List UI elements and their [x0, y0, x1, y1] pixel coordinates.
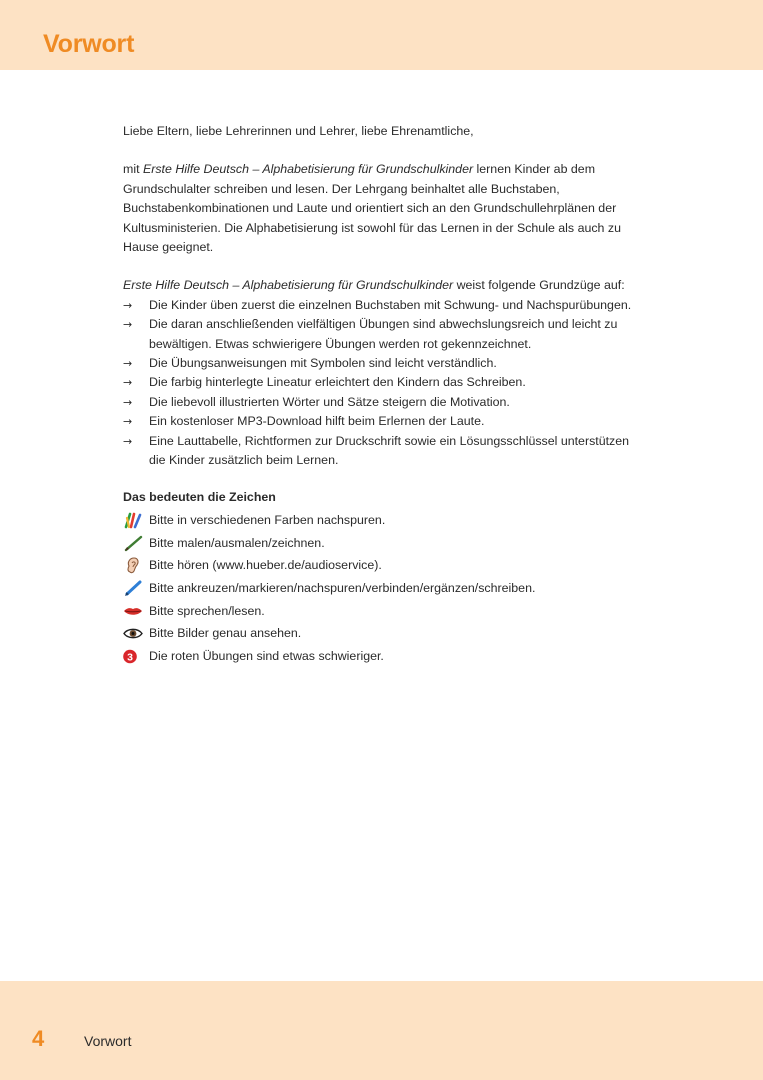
- legend-item: [123, 577, 638, 600]
- greeting: Liebe Eltern, liebe Lehrerinnen und Lehrer, liebe Ehrenamtliche,: [123, 124, 474, 138]
- colored-pencils-icon: [123, 512, 143, 529]
- legend-item: [123, 532, 638, 555]
- list-item: [123, 393, 638, 412]
- arrow-icon: →: [123, 434, 133, 448]
- list-item-text: Eine Lauttabelle, Richtformen zur Druckschrift sowie ein Lösungsschlüssel unterstützen die Kinder zusätzlich beim Lernen.: [149, 433, 630, 468]
- legend-text: Bitte sprechen/lesen.: [149, 603, 265, 618]
- footer-band: [0, 981, 763, 1080]
- footer-title: Vorwort: [84, 1033, 132, 1049]
- list-item: [123, 315, 638, 354]
- list-item: [123, 373, 638, 392]
- legend-item: [123, 622, 638, 645]
- arrow-icon: →: [123, 298, 133, 312]
- red-number-icon: [123, 648, 143, 665]
- list-item: [123, 296, 638, 315]
- intro-paragraph: [123, 160, 638, 257]
- preface-content: [123, 122, 638, 668]
- pencil-icon: [123, 580, 143, 597]
- legend-item: [123, 600, 638, 623]
- list-item-text: Die liebevoll illustrierten Wörter und Sätze steigern die Motivation.: [149, 394, 510, 409]
- features-intro: [123, 276, 638, 295]
- paintbrush-icon: [123, 535, 143, 552]
- arrow-icon: →: [123, 395, 133, 409]
- features-lead-text: weist folgende Grundzüge auf:: [453, 278, 625, 293]
- page-title: Vorwort: [43, 30, 135, 58]
- list-item-text: Die Übungsanweisungen mit Symbolen sind leicht verständlich.: [149, 356, 497, 371]
- list-item: [123, 412, 638, 431]
- intro-text: lernen Kinder ab dem Grundschulalter schreiben und lesen. Der Lehrgang beinhaltet alle Buchstaben, Buchstabenkombinationen und Laute und orientiert sich an den Grundschullehrplänen der Kultusministerien. Die Alphabetisierung ist sowohl für das Lernen in der Schule als auch zu Hause geeignet.: [123, 162, 621, 255]
- legend-item: [123, 554, 638, 577]
- legend-text: Bitte hören (www.hueber.de/audioservice).: [149, 558, 382, 573]
- arrow-icon: →: [123, 357, 133, 371]
- list-item-text: Die daran anschließenden vielfältigen Übungen sind abwechslungsreich und leicht zu bewältigen. Etwas schwierigere Übungen werden rot gekennzeichnet.: [149, 317, 618, 351]
- eye-icon: [123, 625, 143, 642]
- intro-lead: mit: [123, 162, 143, 177]
- legend-text: Bitte malen/ausmalen/zeichnen.: [149, 535, 325, 550]
- legend-text: Bitte in verschiedenen Farben nachspuren.: [149, 512, 386, 527]
- mouth-icon: [123, 603, 143, 620]
- arrow-icon: →: [123, 318, 133, 332]
- ear-icon: [123, 557, 143, 574]
- arrow-icon: →: [123, 415, 133, 429]
- legend-item: [123, 509, 638, 532]
- symbol-legend: [123, 509, 638, 668]
- arrow-icon: →: [123, 376, 133, 390]
- legend-text: Bitte Bilder genau ansehen.: [149, 626, 302, 641]
- list-item-text: Die Kinder üben zuerst die einzelnen Buchstaben mit Schwung- und Nachspurübungen.: [149, 297, 632, 312]
- list-item: [123, 432, 638, 471]
- list-item-text: Die farbig hinterlegte Lineatur erleichtert den Kindern das Schreiben.: [149, 375, 526, 390]
- page-number: 4: [32, 1026, 45, 1051]
- list-item: [123, 354, 638, 373]
- intro-book-title: Erste Hilfe Deutsch – Alphabetisierung für Grundschulkinder: [142, 162, 474, 177]
- legend-text: Bitte ankreuzen/markieren/nachspuren/verbinden/ergänzen/schreiben.: [149, 580, 536, 595]
- features-book-title: Erste Hilfe Deutsch – Alphabetisierung für Grundschulkinder: [123, 278, 454, 293]
- list-item-text: Ein kostenloser MP3-Download hilft beim Erlernen der Laute.: [149, 414, 485, 429]
- legend-text: Die roten Übungen sind etwas schwieriger.: [149, 649, 384, 664]
- symbols-heading: Das bedeuten die Zeichen: [123, 489, 276, 504]
- legend-item: [123, 645, 638, 668]
- feature-list: [123, 296, 638, 471]
- red-number-badge: 3: [127, 651, 133, 664]
